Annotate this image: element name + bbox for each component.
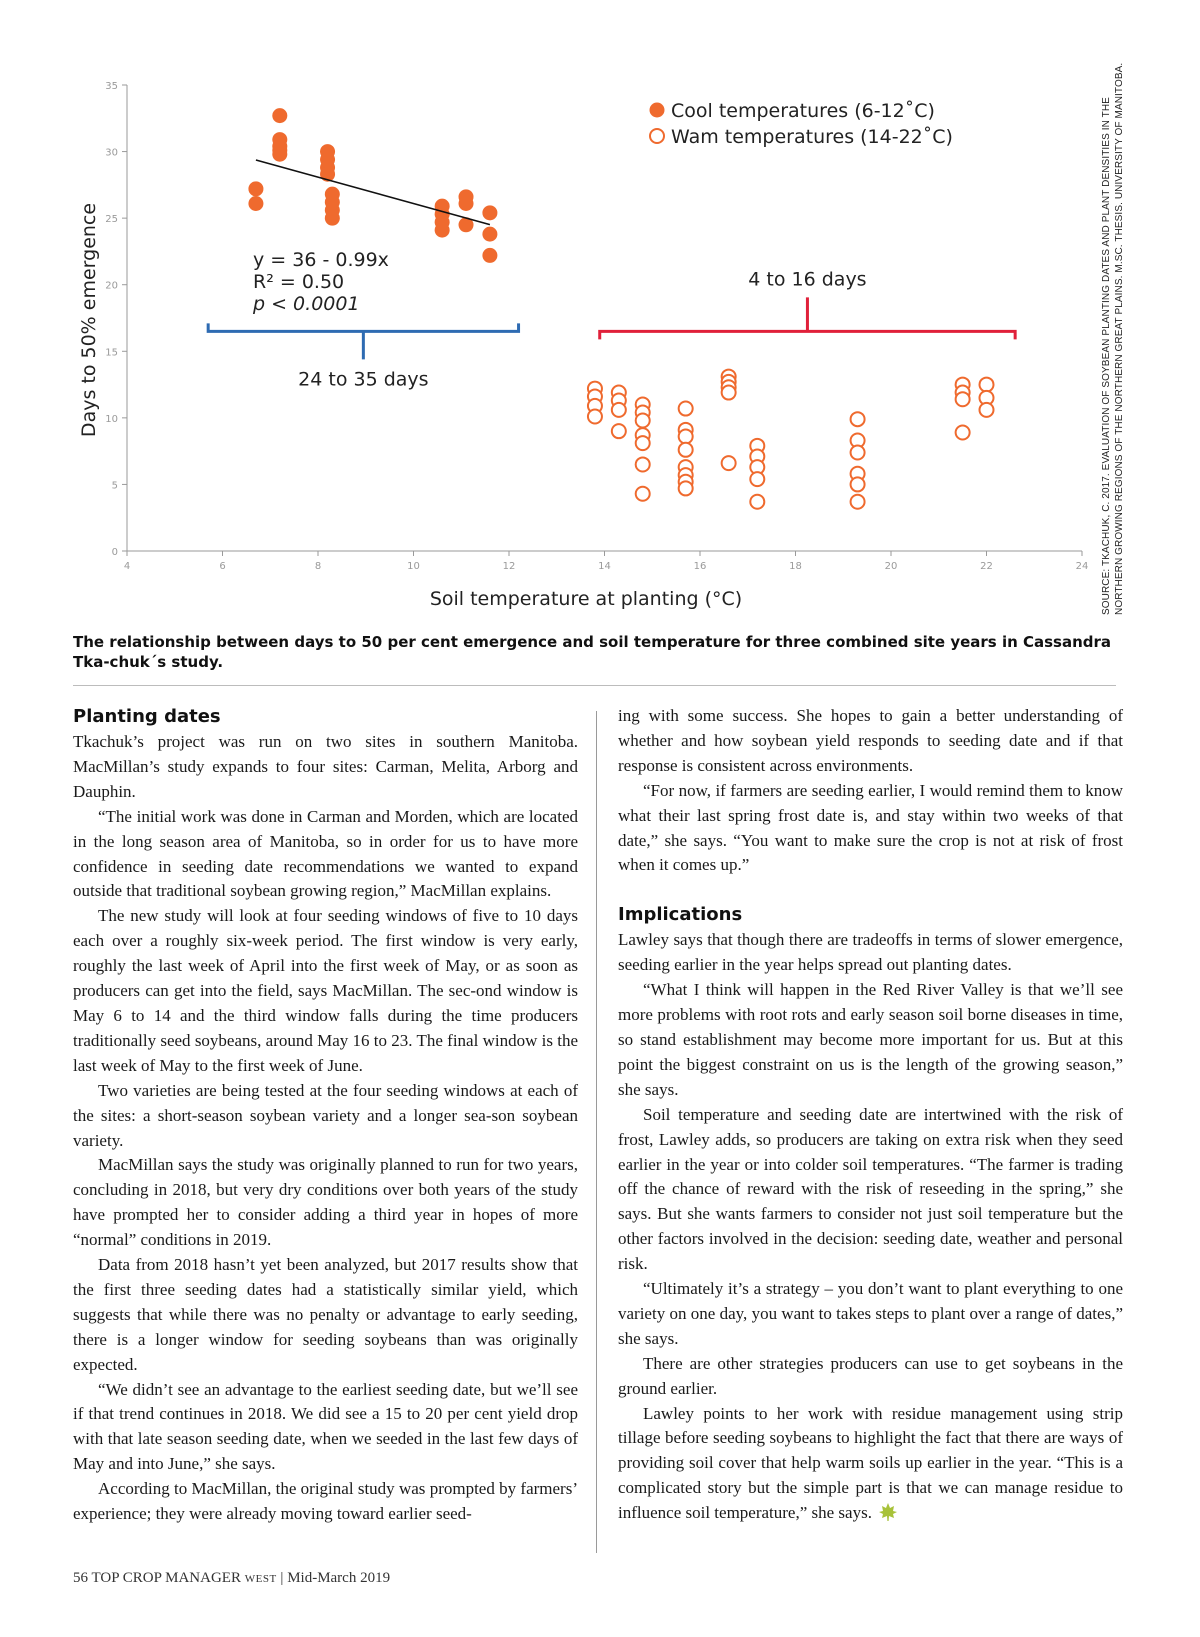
warm-data-point — [851, 477, 865, 491]
warm-data-point — [636, 487, 650, 501]
cool-data-point — [482, 248, 497, 263]
warm-temperature-points — [588, 370, 994, 509]
y-tick-label: 25 — [105, 214, 118, 226]
paragraph: “For now, if farmers are seeding earlier, I would remind them to know what their last spring frost date is, and stay within two weeks of that date,” she says. “You want to make sure the crop is not at risk of frost when it comes up.” — [618, 780, 1123, 875]
legend-hollow-marker — [650, 129, 664, 143]
x-tick-label: 24 — [1075, 561, 1089, 572]
y-tick-label: 15 — [105, 347, 118, 359]
paragraph: Soil temperature and seeding date are intertwined with the risk of frost, Lawley adds, so producers are taking on extra risk when they seed earlier in the year or into colder soil temperatures. “The farmer is trading off the chance of reward with the risk of reseeding in the spring,” she says. But she wants farmers to consider not just soil temperature but the other factors involved in the decision: seeding date, weather and personal risk. — [618, 1104, 1123, 1274]
magazine-name: TOP CROP MANAGER — [91, 1570, 241, 1586]
right-column — [618, 704, 1123, 1526]
issue-date: Mid-March 2019 — [287, 1570, 391, 1586]
chart-source-note: SOURCE: TKACHUK, C. 2017. EVALUATION OF SOYBEAN PLANTING DATES AND PLANT DENSITIES IN THE NORTHERN GROWING REGIONS OF THE NORTHERN GREAT PLAINS. M.SC. THESIS. UNIVERSITY OF MANITOBA. — [1101, 62, 1125, 615]
cool-data-point — [482, 205, 497, 220]
warm-data-point — [679, 443, 693, 457]
y-tick-label: 10 — [105, 413, 118, 425]
trend-p-value: p < 0.0001 — [253, 293, 360, 315]
paragraph: “Ultimately it’s a strategy – you don’t want to plant everything to one variety on one day, you want to takes steps to plant over a range of dates,” she says. — [618, 1279, 1123, 1348]
chart-axes — [105, 81, 1088, 572]
caption-divider — [73, 685, 1116, 686]
y-tick-label: 20 — [105, 280, 118, 292]
magazine-edition: WEST — [244, 1573, 277, 1585]
y-tick-label: 0 — [111, 547, 118, 558]
scatter-chart — [0, 0, 1120, 620]
column-divider — [596, 711, 597, 1553]
x-tick-label: 16 — [693, 561, 707, 572]
x-tick-label: 18 — [789, 561, 802, 572]
section-heading-planting-dates: Planting dates — [73, 706, 221, 727]
paragraph: Two varieties are being tested at the four seeding windows at each of the sites: a short-season soybean variety and a longer sea-son soybean variety. — [73, 1080, 578, 1150]
warm-data-point — [612, 424, 626, 438]
x-tick-label: 14 — [598, 561, 611, 572]
warm-data-point — [636, 414, 650, 428]
cool-data-point — [272, 108, 287, 123]
warm-data-point — [956, 392, 970, 406]
warm-range-label: 4 to 16 days — [748, 268, 867, 291]
warm-data-point — [722, 386, 736, 400]
cool-data-point — [459, 196, 474, 211]
paragraph-text: Lawley points to her work with residue management using strip tillage before seeding soybeans to highlight the fact that there are ways of providing soil cover that help warm soils up earlier in the year. “This is a complicated story but the simple part is that we can manage residue to influence soil temperature,” she says. — [618, 1403, 1123, 1523]
y-tick-label: 35 — [105, 81, 118, 92]
x-tick-label: 10 — [407, 561, 420, 572]
paragraph: ing with some success. She hopes to gain a better understanding of whether and how soybean yield responds to seeding date and if that response is consistent across environments. — [618, 706, 1123, 775]
paragraph: Data from 2018 hasn’t yet been analyzed, but 2017 results show that the first three seeding dates had a statistically similar yield, which suggests that while there was no penalty or advantage to early seeding, there is a longer window for seeding soybeans than was originally expected. — [73, 1255, 578, 1374]
warm-data-point — [956, 426, 970, 440]
section-gap — [618, 878, 1123, 902]
x-tick-label: 8 — [314, 561, 322, 572]
x-tick-label: 12 — [502, 561, 516, 572]
cool-data-point — [248, 181, 263, 196]
legend-filled-marker — [650, 103, 665, 118]
cool-range-bracket — [208, 323, 518, 359]
warm-range-bracket — [600, 297, 1015, 339]
trend-line — [256, 160, 490, 225]
page-footer — [73, 1570, 390, 1587]
left-column — [73, 704, 578, 1527]
maple-leaf-icon — [878, 1502, 898, 1522]
warm-data-point — [679, 402, 693, 416]
warm-data-point — [612, 403, 626, 417]
warm-data-point — [851, 412, 865, 426]
footer-separator: | — [280, 1570, 284, 1586]
warm-data-point — [750, 495, 764, 509]
paragraph: “The initial work was done in Carman and Morden, which are located in the long season area of Manitoba, so in order for us to have more confidence in seeding date recommendations we wanted to expand outside that traditional soybean growing region,” MacMillan explains. — [73, 806, 578, 901]
paragraph: The new study will look at four seeding windows of five to 10 days each over a roughly six-week period. The first window is very early, roughly the last week of April into the first week of May, or as soon as producers can get into the field, says MacMillan. The sec-ond window is May 6 to 14 and the third window falls during the time producers traditionally seed soybeans, around May 16 to 23. The final window is the last week of May to the first week of June. — [73, 906, 578, 1075]
warm-data-point — [636, 436, 650, 450]
y-axis-label: Days to 50% emergence — [78, 202, 100, 438]
warm-data-point — [636, 457, 650, 471]
paragraph: MacMillan says the study was originally planned to run for two years, concluding in 2018, but very dry conditions over both years of the study have prompted her to consider adding a third year in hopes of more “normal” conditions in 2019. — [73, 1155, 578, 1250]
warm-data-point — [980, 403, 994, 417]
y-tick-label: 5 — [111, 480, 118, 492]
paragraph: There are other strategies producers can use to get soybeans in the ground earlier. — [618, 1353, 1123, 1398]
page-number: 56 — [73, 1570, 88, 1586]
warm-data-point — [722, 456, 736, 470]
trend-equation: y = 36 - 0.99x — [253, 249, 389, 271]
section-heading-implications: Implications — [618, 904, 743, 926]
warm-data-point — [851, 445, 865, 459]
cool-range-label: 24 to 35 days — [298, 368, 429, 391]
x-axis-label: Soil temperature at planting (°C) — [429, 588, 743, 610]
x-tick-label: 20 — [884, 561, 898, 572]
paragraph: “What I think will happen in the Red River Valley is that we’ll see more problems with root rots and early season soil borne diseases in time, so stand establishment may become more important for us. But at this point the biggest constraint on us is the length of the growing season,” she says. — [618, 980, 1123, 1099]
y-tick-label: 30 — [105, 147, 118, 159]
cool-temperature-points — [248, 108, 497, 263]
x-tick-label: 4 — [123, 561, 131, 572]
trend-r-squared: R² = 0.50 — [253, 271, 345, 293]
cool-data-point — [325, 211, 340, 226]
x-tick-label: 6 — [219, 561, 226, 572]
legend-warm-label: Wam temperatures (14-22˚C) — [671, 126, 953, 148]
warm-data-point — [980, 378, 994, 392]
warm-data-point — [588, 410, 602, 424]
paragraph: According to MacMillan, the original study was prompted by farmers’ experience; they were already moving toward earlier seed- — [73, 1479, 578, 1524]
figure-caption: The relationship between days to 50 per cent emergence and soil temperature for three combined site years in Cassandra Tka-chuk´s study. — [73, 633, 1112, 671]
paragraph: Tkachuk’s project was run on two sites in southern Manitoba. MacMillan’s study expands to four sites: Carman, Melita, Arborg and Dauphin. — [73, 732, 578, 801]
cool-data-point — [435, 223, 450, 238]
warm-data-point — [750, 472, 764, 486]
cool-data-point — [482, 227, 497, 242]
warm-data-point — [679, 429, 693, 443]
paragraph: Lawley says that though there are tradeoffs in terms of slower emergence, seeding earlier in the year helps spread out planting dates. — [618, 930, 1123, 975]
paragraph-last — [618, 1402, 1123, 1527]
paragraph: “We didn’t see an advantage to the earliest seeding date, but we’ll see if that trend continues in 2018. We did see a 15 to 20 per cent yield drop with that late season seeding date, when we seeded in the last few days of May and into June,” she says. — [73, 1379, 578, 1474]
cool-data-point — [248, 196, 263, 211]
cool-data-point — [272, 147, 287, 162]
x-tick-label: 22 — [980, 561, 993, 572]
warm-data-point — [851, 495, 865, 509]
legend-cool-label: Cool temperatures (6-12˚C) — [671, 100, 935, 122]
warm-data-point — [679, 481, 693, 495]
